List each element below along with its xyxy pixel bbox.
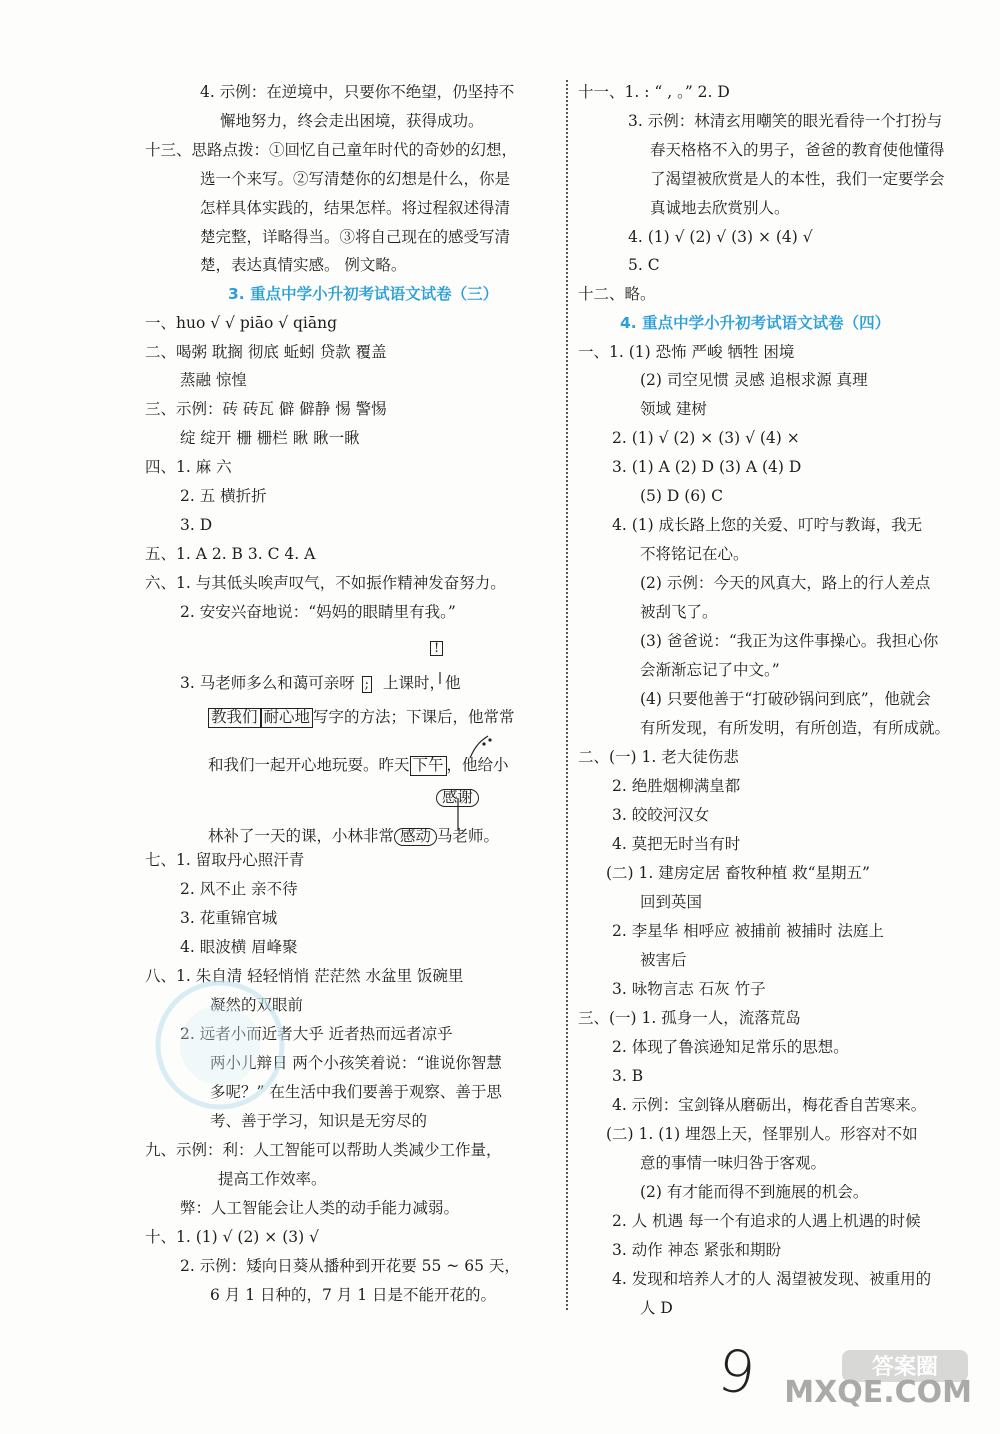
- proofread-text: 林补了一天的课，小林非常: [208, 827, 395, 845]
- section-heading: 3. 重点中学小升初考试语文试卷（三）: [228, 285, 499, 303]
- proofread-marks-svg: [418, 640, 558, 840]
- answer-line: 2. 安安兴奋地说：“妈妈的眼睛里有我。”: [180, 603, 456, 621]
- answer-line: 六、1. 与其低头唉声叹气，不如振作精神发奋努力。: [145, 574, 506, 592]
- answer-line: 四、1. 麻 六: [145, 458, 232, 476]
- answer-line: 4. 示例：在逆境中，只要你不绝望，仍坚持不: [200, 83, 515, 101]
- proofread-text: 3. 马老师多么和蔼可亲呀: [180, 674, 355, 692]
- answer-line: 考、善于学习，知识是无穷尽的: [210, 1112, 428, 1130]
- answer-line: 2. 示例：矮向日葵从播种到开花要 55 ~ 65 天，: [180, 1257, 520, 1275]
- proofread-mark-semicolon: ;: [362, 676, 372, 693]
- answer-line: (5) D (6) C: [640, 487, 723, 505]
- answer-line: 3. 动作 神态 紧张和期盼: [612, 1241, 782, 1259]
- answer-line: 3. 皎皎河汉女: [612, 806, 710, 824]
- answer-line: 懈地努力，终会走出困境，获得成功。: [220, 112, 484, 130]
- answer-line: 2. 五 横折折: [180, 487, 267, 505]
- proofread-box: 教我们: [208, 708, 261, 728]
- answer-line: 2. 远者小而近者大乎 近者热而远者凉乎: [180, 1025, 453, 1043]
- proofread-box: 耐心地: [261, 708, 314, 728]
- answer-line: 十一、1. : “ , 。” 2. D: [578, 83, 730, 101]
- answer-line: 蒸融 惊惶: [180, 371, 247, 389]
- proofread-text: 和我们一起开心地玩耍。昨天: [208, 756, 410, 774]
- answer-line: 3. 示例：林清玄用嘲笑的眼光看待一个打扮与: [628, 112, 943, 130]
- answer-line: 三、示例：砖 砖瓦 僻 僻静 惕 警惕: [145, 400, 387, 418]
- page-number: 9: [713, 1335, 760, 1409]
- answer-line: 选一个来写。②写清楚你的幻想是什么，你是: [200, 170, 511, 188]
- answer-line: 2. (1) √ (2) × (3) √ (4) ×: [612, 429, 800, 447]
- proofread-insert: 感谢: [436, 789, 479, 807]
- answer-line: (3) 爸爸说：“我正为这件事操心。我担心你: [640, 632, 939, 650]
- answer-line: 十二、略。: [578, 285, 656, 303]
- answer-line: 3. (1) A (2) D (3) A (4) D: [612, 458, 802, 476]
- answer-line: 十、1. (1) √ (2) × (3) √: [145, 1228, 319, 1246]
- column-divider: [566, 80, 568, 1310]
- answer-line: (2) 司空见惯 灵感 追根求源 真理: [640, 371, 868, 389]
- answer-line: 五、1. A 2. B 3. C 4. A: [145, 545, 316, 563]
- answer-line: 一、huo √ √ piāo √ qiāng: [145, 314, 338, 332]
- answer-line: 楚，表达真情实感。 例文略。: [200, 256, 407, 274]
- answer-line: 两小儿辩日 两个小孩笑着说：“谁说你智慧: [210, 1054, 502, 1072]
- answer-line: 2. 人 机遇 每一个有追求的人遇上机遇的时候: [612, 1212, 921, 1230]
- answer-line: 3. B: [612, 1067, 644, 1085]
- answer-line: 了渴望被欣赏是人的本性，我们一定要学会: [650, 170, 945, 188]
- answer-line: 一、1. (1) 恐怖 严峻 牺牲 困境: [578, 343, 795, 361]
- answer-line: (二) 1. (1) 埋怨上天，怪罪别人。形容对不如: [606, 1125, 918, 1143]
- proofread-text: ，他给小: [446, 756, 509, 774]
- answer-line: (4) 只要他善于“打破砂锅问到底”，他就会: [640, 690, 931, 708]
- answer-line: 意的事情一味归咎于客观。: [640, 1154, 827, 1172]
- answer-line: 6 月 1 日种的，7 月 1 日是不能开花的。: [210, 1286, 497, 1304]
- answer-line: 会渐渐忘记了中文。”: [640, 661, 780, 679]
- proofread-oval: 感动: [394, 828, 437, 846]
- answer-line: 有所发现，有所发明，有所创造，有所成就。: [640, 719, 951, 737]
- answer-line: 4. 莫把无时当有时: [612, 835, 741, 853]
- answer-line: 弊：人工智能会让人类的动手能力减弱。: [180, 1199, 460, 1217]
- watermark-text: MXQE.COM: [784, 1375, 972, 1410]
- answer-line: 提高工作效率。: [218, 1170, 327, 1188]
- answer-line: (二) 1. 建房定居 畜牧种植 救“星期五”: [606, 864, 870, 882]
- answer-line: 回到英国: [640, 893, 703, 911]
- svg-text:答案圈: 答案圈: [871, 1355, 939, 1380]
- answer-line: 春天格格不入的男子，爸爸的教育使他懂得: [650, 141, 945, 159]
- answer-line: 被刮飞了。: [640, 603, 718, 621]
- answer-line: 3. 花重锦官城: [180, 909, 278, 927]
- answer-line: 2. 体现了鲁滨逊知足常乐的思想。: [612, 1038, 849, 1056]
- answer-line: 领域 建树: [640, 400, 707, 418]
- answer-line: 二、(一) 1. 老大徒伤悲: [578, 748, 739, 766]
- proofread-mark-exclaim: !: [430, 640, 443, 656]
- answer-line: 3. 咏物言志 石灰 竹子: [612, 980, 766, 998]
- answer-line: 被害后: [640, 951, 687, 969]
- proofread-text: 上课时，他: [382, 674, 461, 692]
- answer-line: 八、1. 朱自清 轻轻悄悄 茫茫然 水盆里 饭碗里: [145, 967, 464, 985]
- proofread-box: 下午: [410, 756, 447, 776]
- answer-line: 2. 风不止 亲不待: [180, 880, 298, 898]
- answer-line: 楚完整，详略得当。③将自己现在的感受写清: [200, 228, 511, 246]
- answer-line: 凝然的双眼前: [210, 996, 304, 1014]
- answer-line: 2. 李星华 相呼应 被捕前 被捕时 法庭上: [612, 922, 884, 940]
- answer-line: 三、(一) 1. 孤身一人，流落荒岛: [578, 1009, 801, 1027]
- answer-line: 七、1. 留取丹心照汗青: [145, 851, 305, 869]
- answer-line: 5. C: [628, 256, 660, 274]
- answer-line: 4. (1) √ (2) √ (3) × (4) √: [628, 228, 813, 246]
- answer-line: 3. D: [180, 516, 213, 534]
- answer-line: 怎样具体实践的，结果怎样。将过程叙述得清: [200, 199, 511, 217]
- answer-line: 4. 示例：宝剑锋从磨砺出，梅花香自苦寒来。: [612, 1096, 927, 1114]
- answer-line: 4. 眼波横 眉峰聚: [180, 938, 298, 956]
- answer-line: 2. 绝胜烟柳满皇都: [612, 777, 741, 795]
- answer-line: 4. 发现和培养人才的人 渴望被发现、被重用的: [612, 1270, 932, 1288]
- answer-line: 十三、思路点拨：①回忆自己童年时代的奇妙的幻想，: [145, 141, 518, 159]
- proofread-text: 马老师。: [437, 827, 500, 845]
- answer-line: 二、喝粥 耽搁 彻底 蚯蚓 贷款 覆盖: [145, 343, 387, 361]
- answer-line: 4. (1) 成长路上您的关爱、叮咛与教诲，我无: [612, 516, 923, 534]
- answer-line: (2) 有才能而得不到施展的机会。: [640, 1183, 869, 1201]
- answer-line: 九、示例：利：人工智能可以帮助人类减少工作量，: [145, 1141, 502, 1159]
- proofread-text: 写字的方法；下课后，他常常: [313, 708, 515, 726]
- answer-line: 绽 绽开 栅 栅栏 瞅 瞅一瞅: [180, 429, 360, 447]
- answer-line: 真诚地去欣赏别人。: [650, 199, 790, 217]
- answer-line: 不将铭记在心。: [640, 545, 749, 563]
- answer-line: 人 D: [640, 1299, 673, 1317]
- answer-line: 多呢？” 在生活中我们要善于观察、善于思: [210, 1083, 502, 1101]
- section-heading: 4. 重点中学小升初考试语文试卷（四）: [620, 314, 891, 332]
- answer-line: (2) 示例：今天的风真大，路上的行人差点: [640, 574, 931, 592]
- faint-stamp-watermark: [145, 975, 295, 1115]
